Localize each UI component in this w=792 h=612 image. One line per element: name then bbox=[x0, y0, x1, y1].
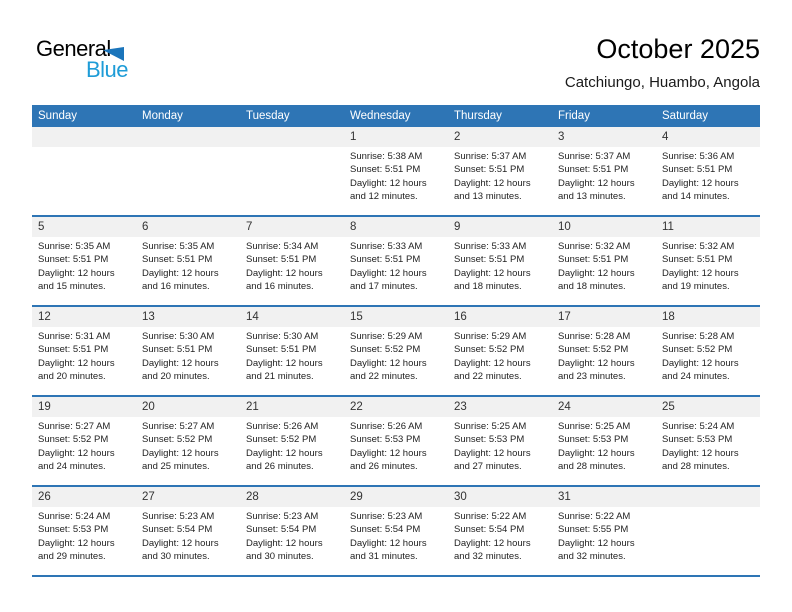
day-details bbox=[448, 327, 552, 384]
day-details bbox=[344, 327, 448, 384]
sunset-text: Sunset: 5:54 PM bbox=[350, 524, 421, 536]
day-number: 11 bbox=[656, 217, 760, 237]
day-details bbox=[32, 237, 136, 294]
daylight-text: Daylight: 12 hours and 30 minutes. bbox=[142, 537, 219, 563]
empty-day-cell bbox=[240, 127, 344, 215]
daylight-text: Daylight: 12 hours and 30 minutes. bbox=[246, 537, 323, 563]
day-cell bbox=[344, 487, 448, 575]
sunrise-text: Sunrise: 5:37 AM bbox=[558, 151, 631, 162]
sunrise-text: Sunrise: 5:27 AM bbox=[38, 421, 111, 432]
week-row bbox=[32, 485, 760, 575]
day-cell bbox=[136, 487, 240, 575]
sunrise-text: Sunrise: 5:23 AM bbox=[350, 511, 423, 522]
sunset-text: Sunset: 5:51 PM bbox=[662, 254, 733, 266]
day-cell bbox=[32, 217, 136, 305]
month-title: October 2025 bbox=[596, 34, 760, 64]
day-header-wednesday: Wednesday bbox=[350, 110, 411, 122]
sunrise-text: Sunrise: 5:26 AM bbox=[246, 421, 319, 432]
daylight-text: Daylight: 12 hours and 13 minutes. bbox=[558, 177, 635, 203]
general-blue-logo bbox=[32, 36, 172, 82]
day-number bbox=[32, 127, 136, 147]
day-cell bbox=[136, 397, 240, 485]
sunset-text: Sunset: 5:51 PM bbox=[454, 164, 525, 176]
day-number bbox=[656, 487, 760, 507]
sunset-text: Sunset: 5:51 PM bbox=[38, 254, 109, 266]
sunrise-text: Sunrise: 5:24 AM bbox=[662, 421, 735, 432]
day-number bbox=[136, 127, 240, 147]
day-number: 24 bbox=[552, 397, 656, 417]
day-details bbox=[552, 507, 656, 564]
day-details bbox=[656, 147, 760, 204]
day-number: 17 bbox=[552, 307, 656, 327]
sunrise-text: Sunrise: 5:34 AM bbox=[246, 241, 319, 252]
day-number: 5 bbox=[32, 217, 136, 237]
day-number: 10 bbox=[552, 217, 656, 237]
day-header-saturday: Saturday bbox=[662, 110, 709, 122]
day-cell bbox=[656, 307, 760, 395]
sunrise-text: Sunrise: 5:30 AM bbox=[246, 331, 319, 342]
day-cell bbox=[136, 217, 240, 305]
day-number: 12 bbox=[32, 307, 136, 327]
day-number: 22 bbox=[344, 397, 448, 417]
sunrise-text: Sunrise: 5:22 AM bbox=[558, 511, 631, 522]
daylight-text: Daylight: 12 hours and 13 minutes. bbox=[454, 177, 531, 203]
day-number: 8 bbox=[344, 217, 448, 237]
day-details bbox=[136, 417, 240, 474]
day-header-friday: Friday bbox=[558, 110, 590, 122]
week-row bbox=[32, 215, 760, 305]
day-number: 18 bbox=[656, 307, 760, 327]
day-number: 27 bbox=[136, 487, 240, 507]
sunrise-text: Sunrise: 5:38 AM bbox=[350, 151, 423, 162]
day-number: 7 bbox=[240, 217, 344, 237]
day-details bbox=[136, 327, 240, 384]
day-details bbox=[656, 237, 760, 294]
day-number: 14 bbox=[240, 307, 344, 327]
day-details bbox=[136, 237, 240, 294]
day-details bbox=[136, 507, 240, 564]
day-number: 15 bbox=[344, 307, 448, 327]
sunset-text: Sunset: 5:53 PM bbox=[38, 524, 109, 536]
day-details bbox=[552, 327, 656, 384]
sunset-text: Sunset: 5:52 PM bbox=[662, 344, 733, 356]
location-subtitle: Catchiungo, Huambo, Angola bbox=[564, 74, 760, 91]
day-cell bbox=[552, 397, 656, 485]
day-details bbox=[240, 507, 344, 564]
sunset-text: Sunset: 5:54 PM bbox=[454, 524, 525, 536]
daylight-text: Daylight: 12 hours and 27 minutes. bbox=[454, 447, 531, 473]
sunset-text: Sunset: 5:53 PM bbox=[558, 434, 629, 446]
day-number: 20 bbox=[136, 397, 240, 417]
week-row bbox=[32, 395, 760, 485]
day-details bbox=[32, 507, 136, 564]
week-rows bbox=[32, 127, 760, 575]
sunset-text: Sunset: 5:51 PM bbox=[350, 164, 421, 176]
daylight-text: Daylight: 12 hours and 24 minutes. bbox=[38, 447, 115, 473]
day-number: 28 bbox=[240, 487, 344, 507]
day-of-week-header-row bbox=[32, 105, 760, 127]
daylight-text: Daylight: 12 hours and 19 minutes. bbox=[662, 267, 739, 293]
day-number: 13 bbox=[136, 307, 240, 327]
sunset-text: Sunset: 5:51 PM bbox=[142, 344, 213, 356]
sunrise-text: Sunrise: 5:25 AM bbox=[558, 421, 631, 432]
day-details bbox=[448, 417, 552, 474]
day-number: 9 bbox=[448, 217, 552, 237]
sunrise-text: Sunrise: 5:27 AM bbox=[142, 421, 215, 432]
day-cell bbox=[656, 397, 760, 485]
sunset-text: Sunset: 5:54 PM bbox=[142, 524, 213, 536]
day-cell bbox=[448, 487, 552, 575]
daylight-text: Daylight: 12 hours and 16 minutes. bbox=[142, 267, 219, 293]
daylight-text: Daylight: 12 hours and 15 minutes. bbox=[38, 267, 115, 293]
day-cell bbox=[448, 127, 552, 215]
day-cell bbox=[240, 307, 344, 395]
day-cell bbox=[136, 307, 240, 395]
daylight-text: Daylight: 12 hours and 26 minutes. bbox=[350, 447, 427, 473]
day-cell bbox=[344, 127, 448, 215]
sunset-text: Sunset: 5:53 PM bbox=[454, 434, 525, 446]
day-details bbox=[344, 507, 448, 564]
day-cell bbox=[240, 487, 344, 575]
daylight-text: Daylight: 12 hours and 18 minutes. bbox=[454, 267, 531, 293]
day-header-thursday: Thursday bbox=[454, 110, 502, 122]
sunset-text: Sunset: 5:51 PM bbox=[246, 344, 317, 356]
day-number: 31 bbox=[552, 487, 656, 507]
daylight-text: Daylight: 12 hours and 16 minutes. bbox=[246, 267, 323, 293]
day-cell bbox=[552, 487, 656, 575]
sunset-text: Sunset: 5:52 PM bbox=[454, 344, 525, 356]
day-details bbox=[240, 327, 344, 384]
sunset-text: Sunset: 5:51 PM bbox=[38, 344, 109, 356]
week-row bbox=[32, 127, 760, 215]
sunrise-text: Sunrise: 5:23 AM bbox=[142, 511, 215, 522]
sunset-text: Sunset: 5:54 PM bbox=[246, 524, 317, 536]
day-details bbox=[656, 327, 760, 384]
empty-day-cell bbox=[32, 127, 136, 215]
daylight-text: Daylight: 12 hours and 28 minutes. bbox=[662, 447, 739, 473]
daylight-text: Daylight: 12 hours and 28 minutes. bbox=[558, 447, 635, 473]
sunset-text: Sunset: 5:51 PM bbox=[142, 254, 213, 266]
sunrise-text: Sunrise: 5:35 AM bbox=[38, 241, 111, 252]
sunset-text: Sunset: 5:51 PM bbox=[662, 164, 733, 176]
day-cell bbox=[344, 307, 448, 395]
daylight-text: Daylight: 12 hours and 25 minutes. bbox=[142, 447, 219, 473]
logo-text-blue: Blue bbox=[86, 57, 129, 82]
daylight-text: Daylight: 12 hours and 20 minutes. bbox=[142, 357, 219, 383]
sunset-text: Sunset: 5:53 PM bbox=[662, 434, 733, 446]
day-number: 29 bbox=[344, 487, 448, 507]
day-cell bbox=[552, 307, 656, 395]
daylight-text: Daylight: 12 hours and 22 minutes. bbox=[454, 357, 531, 383]
day-cell bbox=[448, 307, 552, 395]
day-cell bbox=[344, 217, 448, 305]
day-cell bbox=[32, 397, 136, 485]
sunrise-text: Sunrise: 5:33 AM bbox=[454, 241, 527, 252]
sunrise-text: Sunrise: 5:31 AM bbox=[38, 331, 111, 342]
title-block bbox=[565, 34, 760, 91]
day-details bbox=[552, 147, 656, 204]
logo-text-general: General bbox=[36, 36, 111, 61]
sunrise-text: Sunrise: 5:22 AM bbox=[454, 511, 527, 522]
day-number: 3 bbox=[552, 127, 656, 147]
day-cell bbox=[240, 397, 344, 485]
day-header-monday: Monday bbox=[142, 110, 183, 122]
day-details bbox=[240, 417, 344, 474]
daylight-text: Daylight: 12 hours and 14 minutes. bbox=[662, 177, 739, 203]
day-number: 21 bbox=[240, 397, 344, 417]
daylight-text: Daylight: 12 hours and 12 minutes. bbox=[350, 177, 427, 203]
day-cell bbox=[656, 127, 760, 215]
daylight-text: Daylight: 12 hours and 31 minutes. bbox=[350, 537, 427, 563]
sunset-text: Sunset: 5:51 PM bbox=[558, 164, 629, 176]
daylight-text: Daylight: 12 hours and 17 minutes. bbox=[350, 267, 427, 293]
daylight-text: Daylight: 12 hours and 23 minutes. bbox=[558, 357, 635, 383]
day-number: 1 bbox=[344, 127, 448, 147]
empty-day-cell bbox=[136, 127, 240, 215]
sunrise-text: Sunrise: 5:35 AM bbox=[142, 241, 215, 252]
sunrise-text: Sunrise: 5:37 AM bbox=[454, 151, 527, 162]
sunrise-text: Sunrise: 5:28 AM bbox=[558, 331, 631, 342]
sunrise-text: Sunrise: 5:26 AM bbox=[350, 421, 423, 432]
day-details bbox=[448, 237, 552, 294]
sunset-text: Sunset: 5:51 PM bbox=[454, 254, 525, 266]
day-cell bbox=[656, 217, 760, 305]
day-details bbox=[656, 417, 760, 474]
day-details bbox=[32, 417, 136, 474]
sunrise-text: Sunrise: 5:32 AM bbox=[662, 241, 735, 252]
day-number: 6 bbox=[136, 217, 240, 237]
sunrise-text: Sunrise: 5:30 AM bbox=[142, 331, 215, 342]
day-number: 16 bbox=[448, 307, 552, 327]
daylight-text: Daylight: 12 hours and 29 minutes. bbox=[38, 537, 115, 563]
day-cell bbox=[32, 487, 136, 575]
day-cell bbox=[448, 217, 552, 305]
sunset-text: Sunset: 5:51 PM bbox=[558, 254, 629, 266]
day-details bbox=[32, 327, 136, 384]
day-cell bbox=[552, 217, 656, 305]
daylight-text: Daylight: 12 hours and 21 minutes. bbox=[246, 357, 323, 383]
daylight-text: Daylight: 12 hours and 26 minutes. bbox=[246, 447, 323, 473]
day-number: 25 bbox=[656, 397, 760, 417]
sunrise-text: Sunrise: 5:28 AM bbox=[662, 331, 735, 342]
sunset-text: Sunset: 5:52 PM bbox=[142, 434, 213, 446]
sunrise-text: Sunrise: 5:23 AM bbox=[246, 511, 319, 522]
sunrise-text: Sunrise: 5:36 AM bbox=[662, 151, 735, 162]
daylight-text: Daylight: 12 hours and 32 minutes. bbox=[558, 537, 635, 563]
day-number bbox=[240, 127, 344, 147]
sunset-text: Sunset: 5:52 PM bbox=[38, 434, 109, 446]
sunrise-text: Sunrise: 5:33 AM bbox=[350, 241, 423, 252]
day-cell bbox=[344, 397, 448, 485]
sunrise-text: Sunrise: 5:25 AM bbox=[454, 421, 527, 432]
day-details bbox=[344, 237, 448, 294]
sunset-text: Sunset: 5:52 PM bbox=[350, 344, 421, 356]
day-cell bbox=[448, 397, 552, 485]
day-number: 26 bbox=[32, 487, 136, 507]
calendar-table bbox=[32, 105, 760, 577]
day-number: 19 bbox=[32, 397, 136, 417]
sunset-text: Sunset: 5:53 PM bbox=[350, 434, 421, 446]
day-details bbox=[448, 147, 552, 204]
day-header-tuesday: Tuesday bbox=[246, 110, 290, 122]
day-number: 4 bbox=[656, 127, 760, 147]
day-cell bbox=[240, 217, 344, 305]
daylight-text: Daylight: 12 hours and 18 minutes. bbox=[558, 267, 635, 293]
day-details bbox=[448, 507, 552, 564]
day-cell bbox=[552, 127, 656, 215]
sunset-text: Sunset: 5:52 PM bbox=[246, 434, 317, 446]
daylight-text: Daylight: 12 hours and 32 minutes. bbox=[454, 537, 531, 563]
sunrise-text: Sunrise: 5:32 AM bbox=[558, 241, 631, 252]
day-number: 23 bbox=[448, 397, 552, 417]
day-cell bbox=[32, 307, 136, 395]
day-number: 30 bbox=[448, 487, 552, 507]
daylight-text: Daylight: 12 hours and 20 minutes. bbox=[38, 357, 115, 383]
sunrise-text: Sunrise: 5:24 AM bbox=[38, 511, 111, 522]
day-header-sunday: Sunday bbox=[38, 110, 78, 122]
daylight-text: Daylight: 12 hours and 22 minutes. bbox=[350, 357, 427, 383]
day-details bbox=[240, 237, 344, 294]
sunset-text: Sunset: 5:51 PM bbox=[350, 254, 421, 266]
sunset-text: Sunset: 5:51 PM bbox=[246, 254, 317, 266]
sunset-text: Sunset: 5:55 PM bbox=[558, 524, 629, 536]
empty-day-cell bbox=[656, 487, 760, 575]
day-details bbox=[552, 237, 656, 294]
daylight-text: Daylight: 12 hours and 24 minutes. bbox=[662, 357, 739, 383]
week-row bbox=[32, 305, 760, 395]
day-number: 2 bbox=[448, 127, 552, 147]
day-details bbox=[552, 417, 656, 474]
day-details bbox=[344, 147, 448, 204]
sunrise-text: Sunrise: 5:29 AM bbox=[454, 331, 527, 342]
day-details bbox=[344, 417, 448, 474]
sunset-text: Sunset: 5:52 PM bbox=[558, 344, 629, 356]
sunrise-text: Sunrise: 5:29 AM bbox=[350, 331, 423, 342]
